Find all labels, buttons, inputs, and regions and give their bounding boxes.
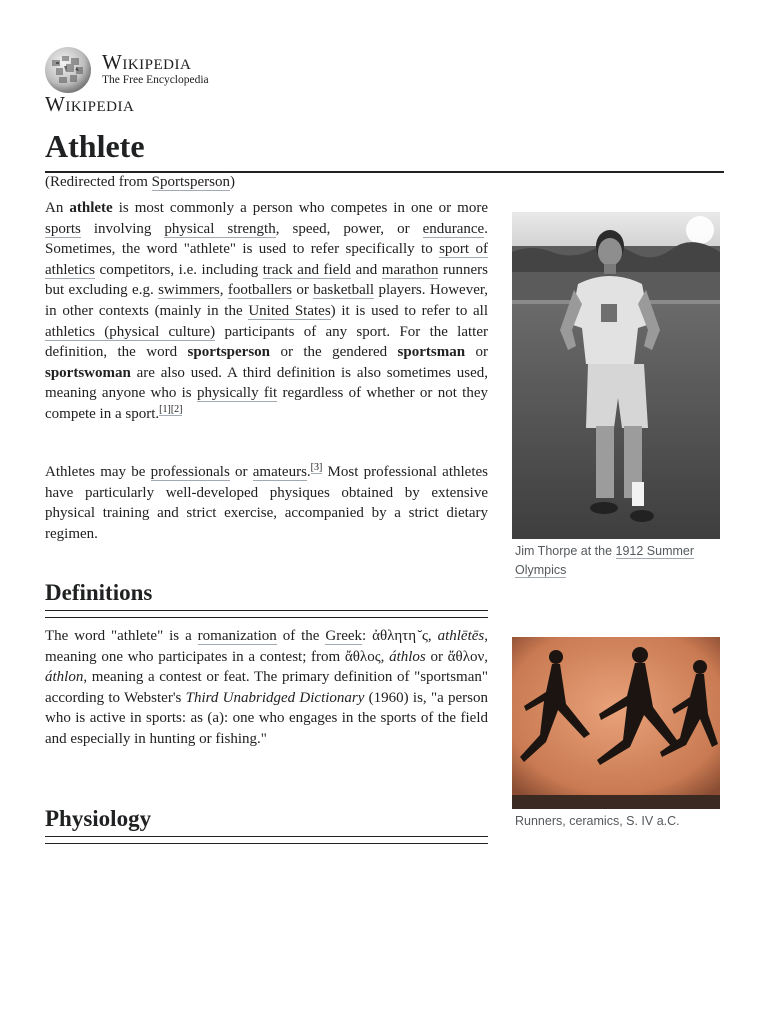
jim-thorpe-photo[interactable] [512, 212, 720, 539]
section-heading-definitions: Definitions [45, 580, 153, 605]
wikipedia-wordmark: Wikipedia [102, 50, 192, 74]
link-1912-summer-olympics[interactable]: 1912 Summer Olympics [515, 544, 695, 577]
link-professionals[interactable]: professionals [150, 464, 230, 480]
definitions-paragraph [45, 626, 488, 750]
section-divider [45, 610, 488, 618]
text: runners but excluding e.g. [45, 261, 488, 299]
text: . [306, 464, 311, 480]
redirect-prefix: (Redirected from [45, 174, 152, 190]
link-endurance[interactable]: endurance [422, 220, 485, 237]
text: of the [276, 628, 326, 644]
link-athletics-physical-culture[interactable]: athletics (physical culture) [45, 323, 216, 340]
text: involving [80, 220, 165, 237]
link-sport-of-athletics[interactable]: sport of athletics [45, 241, 488, 278]
text: , speed, power, or [275, 220, 423, 237]
text: ) it is used to refer to all [330, 302, 489, 319]
link-physical-strength[interactable]: physical strength [164, 220, 276, 237]
text: or [229, 464, 253, 480]
link-romanization[interactable]: romanization [197, 628, 277, 644]
caption-text: Jim Thorpe at the [515, 544, 616, 558]
link-greek[interactable]: Greek [325, 628, 363, 644]
text: are also used. A third definition is also sometimes used, meaning anyone who is [45, 364, 488, 402]
text: The word "athlete" is a [45, 628, 198, 644]
section-heading-physiology: Physiology [45, 806, 152, 831]
redirect-link-sportsperson[interactable]: Sportsperson [151, 174, 230, 190]
citation-2[interactable]: [2] [170, 403, 183, 415]
text: or the gendered [270, 344, 398, 361]
text: or [465, 344, 488, 361]
bold-term-sportsman: sportsman [397, 344, 466, 361]
wikipedia-wordmark-secondary[interactable]: Wikipedia [45, 92, 135, 116]
bold-term-sportsperson: sportsperson [187, 344, 271, 361]
text: players. However, in other contexts (mainly in the [45, 282, 489, 319]
link-united-states[interactable]: United States [248, 302, 331, 319]
text: , meaning one who participates in a contest; from ἄθλος, [45, 628, 488, 665]
citation-3[interactable]: [3] [310, 462, 323, 473]
text: , [219, 282, 228, 299]
wikipedia-tagline: The Free Encyclopedia [102, 74, 209, 86]
italic-dictionary-title: Third Unabridged Dictionary [185, 689, 365, 706]
text: regardless of whether or not they compete in a sport. [45, 385, 488, 422]
bold-term-sportswoman: sportswoman [45, 364, 131, 381]
text: is most commonly a person who competes in one or more [112, 200, 488, 216]
text: : ἀθλητη ̆ς, [362, 628, 438, 644]
text: . Sometimes, the word "athlete" is used to refer specifically to [45, 220, 488, 258]
link-basketball[interactable]: basketball [313, 282, 375, 299]
text: Athletes may be [45, 464, 151, 480]
title-divider [45, 171, 724, 173]
wikipedia-logo[interactable] [44, 46, 244, 96]
italic-athlos: áthlos [389, 648, 426, 665]
figure-caption-runners: Runners, ceramics, S. IV a.C. [515, 814, 680, 828]
link-footballers[interactable]: footballers [227, 282, 293, 299]
figure-caption-jim-thorpe [515, 542, 720, 580]
text: or ἄθλον, [425, 648, 488, 665]
wikipedia-globe-icon [44, 46, 92, 94]
section-divider [45, 836, 488, 844]
link-physically-fit[interactable]: physically fit [196, 385, 278, 402]
redirect-suffix: ) [229, 174, 235, 190]
link-track-and-field[interactable]: track and field [262, 261, 352, 278]
link-sports[interactable]: sports [45, 220, 81, 237]
link-marathon[interactable]: marathon [381, 261, 439, 278]
citation-1[interactable]: [1] [159, 403, 171, 415]
text: , meaning a contest or feat. The primary definition of "sportsman" according to Webster's [45, 669, 488, 706]
text: or [292, 282, 314, 299]
lead-paragraph-1 [45, 198, 488, 425]
redirect-notice [45, 174, 235, 191]
link-amateurs[interactable]: amateurs [252, 464, 307, 480]
text: competitors, i.e. including [94, 261, 263, 278]
text: participants of any sport. For the latter definition, the word [45, 323, 488, 361]
italic-athletes: athlētēs [437, 628, 485, 644]
text: and [351, 261, 382, 278]
lead-paragraph-2 [45, 462, 488, 544]
greek-vase-runners-image[interactable] [512, 637, 720, 809]
italic-athlon: áthlon [45, 669, 84, 686]
bold-term-athlete: athlete [69, 200, 113, 216]
page-title: Athlete [45, 128, 145, 164]
text: An [45, 200, 70, 216]
link-swimmers[interactable]: swimmers [158, 282, 220, 299]
text: (1960) is, "a person who is active in sports: as (a): one who engages in the sports of the field and especially in hunting or fishing." [45, 689, 488, 747]
text: Most professional athletes have particularly well-developed physiques obtained by extensive physical training and strict exercise, accompanied by a strict dietary regimen. [45, 464, 488, 542]
